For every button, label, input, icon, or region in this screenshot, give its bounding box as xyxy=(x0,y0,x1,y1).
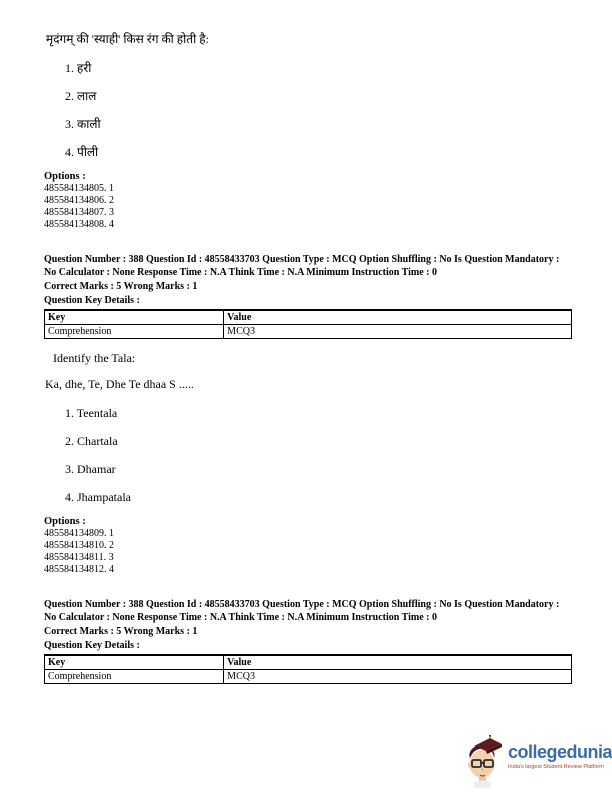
brand-tagline: India's largest Student Review Platform xyxy=(508,764,604,770)
marks-line: Correct Marks : 5 Wrong Marks : 1 xyxy=(44,626,198,637)
option-id: 485584134811. 3 xyxy=(44,552,114,563)
key-details-label: Question Key Details : xyxy=(44,639,140,651)
choice-option: 1. हरी xyxy=(65,61,92,75)
choice-option: 4. पीली xyxy=(65,145,99,159)
question-text: मृदंगम् की 'स्याही' किस रंग की होती है: xyxy=(46,32,209,46)
question-metadata xyxy=(44,254,572,307)
mascot-icon xyxy=(460,734,506,788)
question-text: Identify the Tala: xyxy=(53,351,136,365)
options-label: Options : xyxy=(44,516,86,527)
option-id: 485584134805. 1 xyxy=(44,183,114,194)
table-header-value: Value xyxy=(224,655,572,670)
choice-option: 1. Teentala xyxy=(65,406,118,420)
choice-option: 4. Jhampatala xyxy=(65,490,131,504)
choice-option: 3. Dhamar xyxy=(65,462,116,476)
option-id: 485584134806. 2 xyxy=(44,195,114,206)
question-metadata xyxy=(44,599,572,652)
metadata-line: No Calculator : None Response Time : N.A Think Time : N.A Minimum Instruction Time : 0 xyxy=(44,611,437,623)
option-id: 485584134812. 4 xyxy=(44,564,114,575)
metadata-line: Question Number : 388 Question Id : 48558433703 Question Type : MCQ Option Shuffling : No Is Question Mandatory : xyxy=(44,254,560,265)
collegedunia-logo xyxy=(460,734,612,790)
table-header-row xyxy=(45,310,572,325)
table-header-key: Key xyxy=(45,655,224,670)
choice-option: 2. Chartala xyxy=(65,434,118,448)
table-header-value: Value xyxy=(224,310,572,325)
key-details-table xyxy=(44,309,572,339)
options-label: Options : xyxy=(44,171,86,182)
table-cell-key: Comprehension xyxy=(45,325,224,339)
table-cell-value: MCQ3 xyxy=(224,670,572,684)
option-id: 485584134807. 3 xyxy=(44,207,114,218)
table-row xyxy=(45,670,572,684)
metadata-line: Question Number : 388 Question Id : 48558433703 Question Type : MCQ Option Shuffling : No Is Question Mandatory : xyxy=(44,599,560,610)
table-row xyxy=(45,325,572,339)
marks-line: Correct Marks : 5 Wrong Marks : 1 xyxy=(44,281,198,292)
key-details-label: Question Key Details : xyxy=(44,294,140,306)
brand-name: collegedunia xyxy=(508,742,612,762)
option-id: 485584134809. 1 xyxy=(44,528,114,539)
choice-option: 3. काली xyxy=(65,117,101,131)
table-header-row xyxy=(45,655,572,670)
table-cell-value: MCQ3 xyxy=(224,325,572,339)
option-id: 485584134808. 4 xyxy=(44,219,114,230)
question-block-2 xyxy=(44,351,572,684)
key-details-table xyxy=(44,654,572,684)
choice-option: 2. लाल xyxy=(65,89,97,103)
question-block-1 xyxy=(44,32,572,339)
metadata-line: No Calculator : None Response Time : N.A Think Time : N.A Minimum Instruction Time : 0 xyxy=(44,266,437,278)
table-header-key: Key xyxy=(45,310,224,325)
option-id: 485584134810. 2 xyxy=(44,540,114,551)
table-cell-key: Comprehension xyxy=(45,670,224,684)
question-subtext: Ka, dhe, Te, Dhe Te dhaa S ..... xyxy=(45,377,194,391)
